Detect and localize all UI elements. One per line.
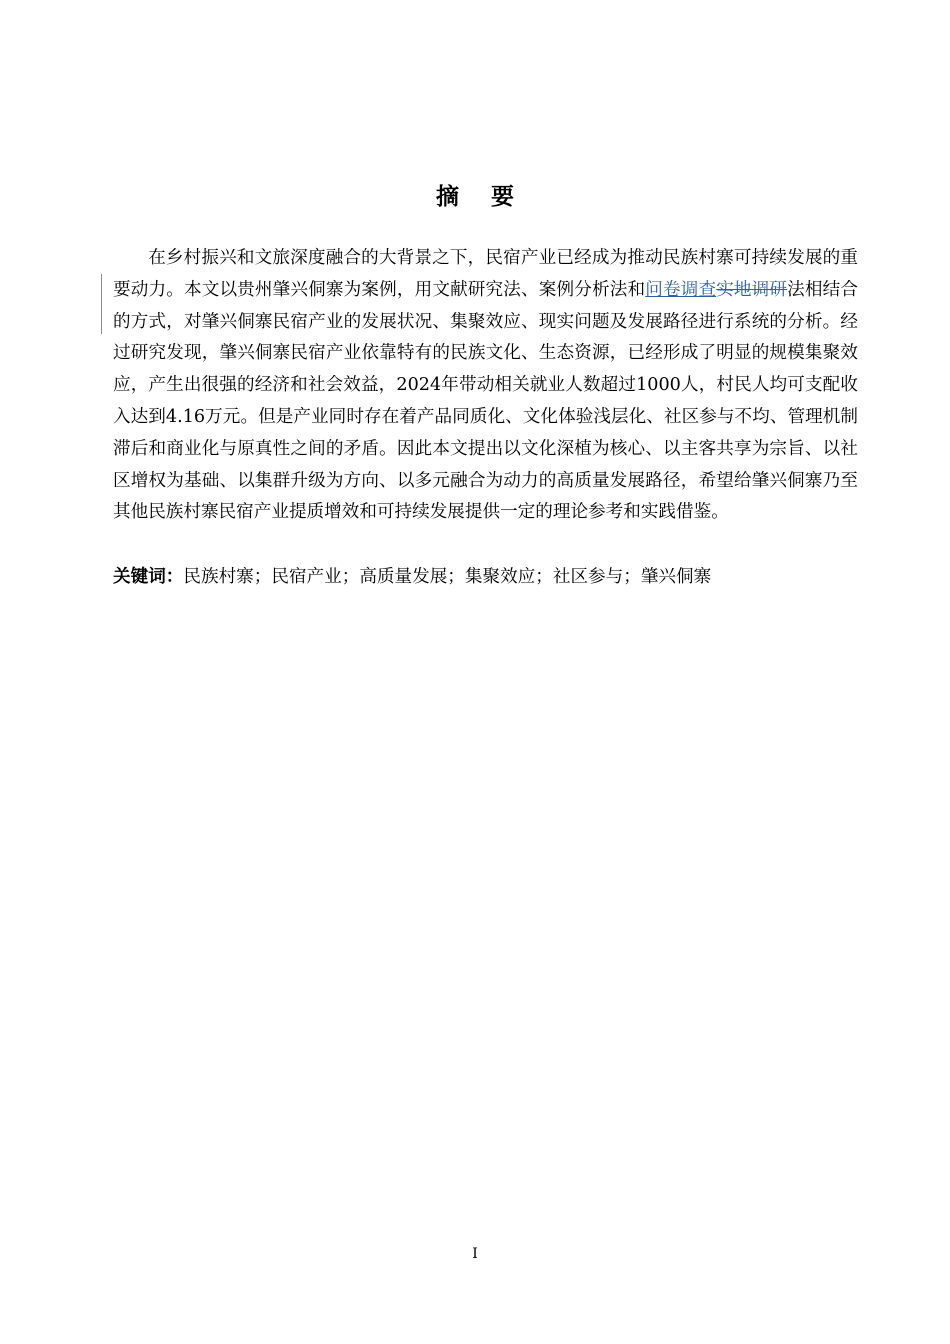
keywords-label: 关键词： (113, 567, 184, 587)
abstract-text-part2: 法相结合的方式，对肇兴侗寨民宿产业的发展状况、集聚效应、现实问题及发展路径进行系统的分析。经过研究发现，肇兴侗寨民宿产业依靠特有的民族文化、生态资源，已经形成了明显的规模集聚效应，产生出很强的经济和社会效益，2024年带动相关就业人数超过1000人，村民人均可支配收入达到4.16万元。但是产业同时存在着产品同质化、文化体验浅层化、社区参与不均、管理机制滞后和商业化与原真性之间的矛盾。因此本文提出以文化深植为核心、以主客共享为宗旨、以社区增权为基础、以集群升级为方向、以多元融合为动力的高质量发展路径，希望给肇兴侗寨乃至其他民族村寨民宿产业提质增效和可持续发展提供一定的理论参考和实践借鉴。 (113, 279, 858, 523)
tracked-insertion[interactable]: 问卷调查 (645, 279, 717, 300)
page-number: I (472, 1246, 478, 1262)
revision-change-bar (101, 274, 102, 334)
abstract-text-part1: 在乡村振兴和文旅深度融合的大背景之下，民宿产业已经成为推动民族村寨可持续发展的重要动力。本文以贵州肇兴侗寨为案例，用文献研究法、案例分析法和 (113, 248, 858, 300)
page-title: 摘 要 (435, 184, 515, 210)
tracked-deletion[interactable]: 实地调研 (716, 279, 788, 300)
keywords-text: 民族村寨；民宿产业；高质量发展；集聚效应；社区参与；肇兴侗寨 (183, 567, 712, 587)
abstract-paragraph (113, 243, 858, 529)
keywords-line (113, 562, 858, 594)
